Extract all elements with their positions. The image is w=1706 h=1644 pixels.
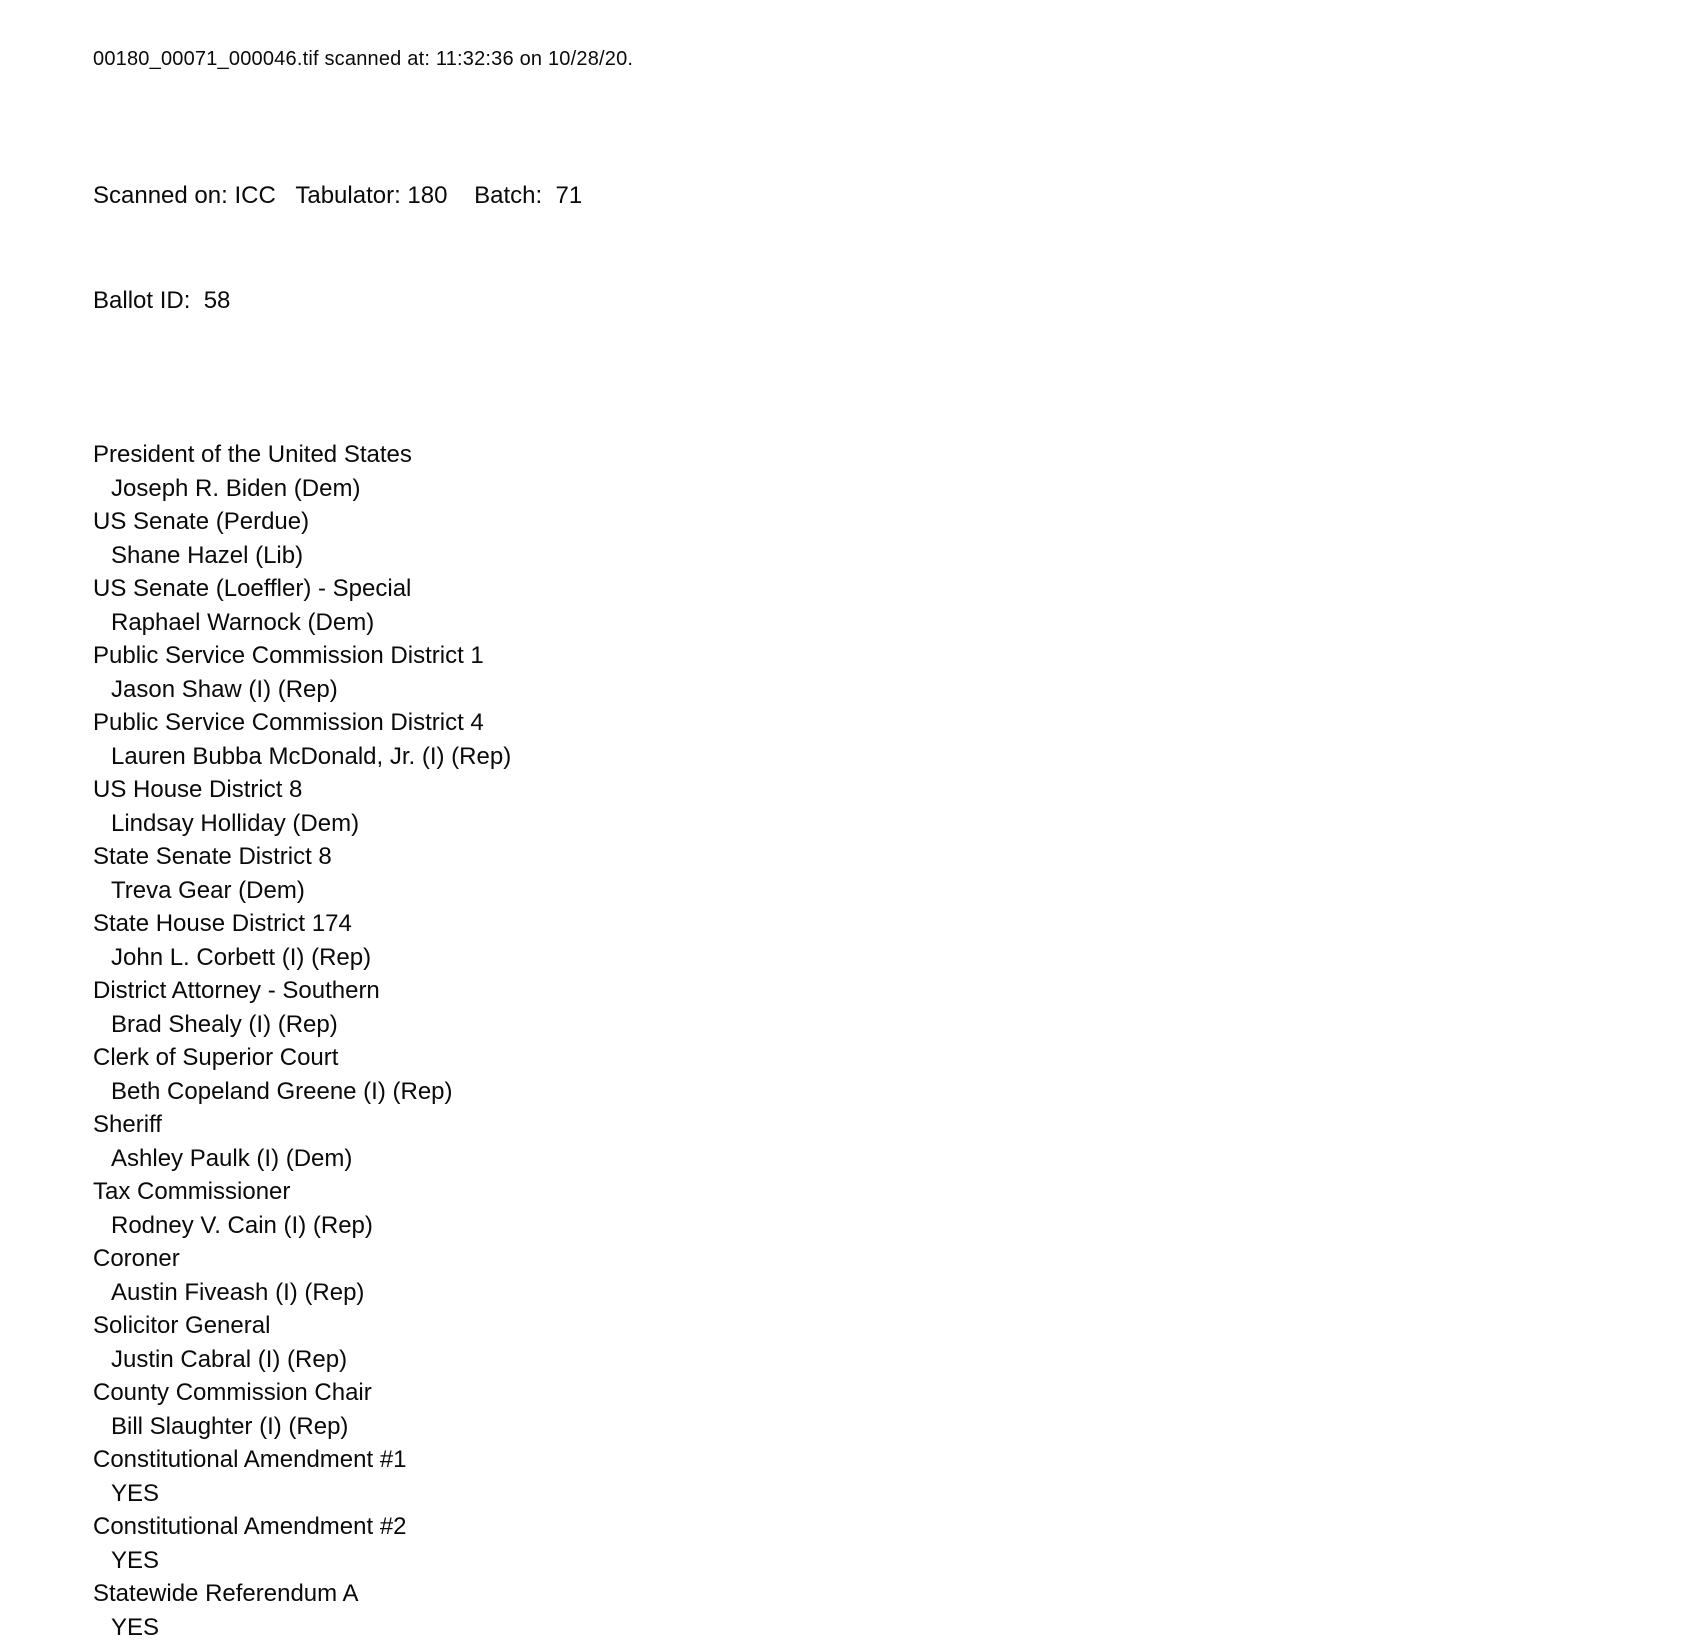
contest-selection: Austin Fiveash (I) (Rep)	[93, 1276, 1666, 1310]
contest-selection: YES	[93, 1544, 1666, 1578]
contest-name: State House District 174	[93, 907, 1666, 941]
contest-entry	[93, 639, 1666, 706]
contest-name: Tax Commissioner	[93, 1175, 1666, 1209]
contest-selection: YES	[93, 1477, 1666, 1511]
contest-entry	[93, 1108, 1666, 1175]
contest-name: Sheriff	[93, 1108, 1666, 1142]
contest-entry	[93, 1309, 1666, 1376]
contest-selection: YES	[93, 1611, 1666, 1644]
contest-entry	[93, 1041, 1666, 1108]
contest-entry	[93, 1242, 1666, 1309]
contest-name: Constitutional Amendment #1	[93, 1443, 1666, 1477]
contest-entry	[93, 1376, 1666, 1443]
contest-name: Clerk of Superior Court	[93, 1041, 1666, 1075]
contest-entry	[93, 1510, 1666, 1577]
scan-meta-block	[93, 108, 1666, 388]
contest-selection: Lindsay Holliday (Dem)	[93, 807, 1666, 841]
contest-entry	[93, 907, 1666, 974]
contest-name: US Senate (Perdue)	[93, 505, 1666, 539]
contest-selection: Rodney V. Cain (I) (Rep)	[93, 1209, 1666, 1243]
contest-name: District Attorney - Southern	[93, 974, 1666, 1008]
contest-selection: Brad Shealy (I) (Rep)	[93, 1008, 1666, 1042]
contest-entry	[93, 706, 1666, 773]
contest-name: State Senate District 8	[93, 840, 1666, 874]
contest-name: President of the United States	[93, 438, 1666, 472]
contest-entry	[93, 505, 1666, 572]
scanner-info-line: Scanned on: ICC Tabulator: 180 Batch: 71	[93, 178, 1666, 213]
contest-list	[93, 438, 1666, 1644]
contest-selection: John L. Corbett (I) (Rep)	[93, 941, 1666, 975]
contest-name: Statewide Referendum A	[93, 1577, 1666, 1611]
contest-name: Public Service Commission District 4	[93, 706, 1666, 740]
contest-name: County Commission Chair	[93, 1376, 1666, 1410]
contest-entry	[93, 1175, 1666, 1242]
contest-entry	[93, 773, 1666, 840]
contest-entry	[93, 974, 1666, 1041]
contest-entry	[93, 572, 1666, 639]
contest-selection: Ashley Paulk (I) (Dem)	[93, 1142, 1666, 1176]
contest-entry	[93, 1577, 1666, 1644]
contest-selection: Shane Hazel (Lib)	[93, 539, 1666, 573]
contest-name: Constitutional Amendment #2	[93, 1510, 1666, 1544]
contest-entry	[93, 840, 1666, 907]
contest-name: Solicitor General	[93, 1309, 1666, 1343]
contest-selection: Joseph R. Biden (Dem)	[93, 472, 1666, 506]
contest-entry	[93, 438, 1666, 505]
contest-selection: Treva Gear (Dem)	[93, 874, 1666, 908]
contest-selection: Raphael Warnock (Dem)	[93, 606, 1666, 640]
contest-name: Coroner	[93, 1242, 1666, 1276]
contest-name: US House District 8	[93, 773, 1666, 807]
contest-name: US Senate (Loeffler) - Special	[93, 572, 1666, 606]
contest-name: Public Service Commission District 1	[93, 639, 1666, 673]
contest-selection: Jason Shaw (I) (Rep)	[93, 673, 1666, 707]
scan-filename-line: 00180_00071_000046.tif scanned at: 11:32:36 on 10/28/20.	[93, 46, 1666, 72]
ballot-id-line: Ballot ID: 58	[93, 283, 1666, 318]
contest-selection: Bill Slaughter (I) (Rep)	[93, 1410, 1666, 1444]
contest-entry	[93, 1443, 1666, 1510]
contest-selection: Beth Copeland Greene (I) (Rep)	[93, 1075, 1666, 1109]
contest-selection: Justin Cabral (I) (Rep)	[93, 1343, 1666, 1377]
contest-selection: Lauren Bubba McDonald, Jr. (I) (Rep)	[93, 740, 1666, 774]
